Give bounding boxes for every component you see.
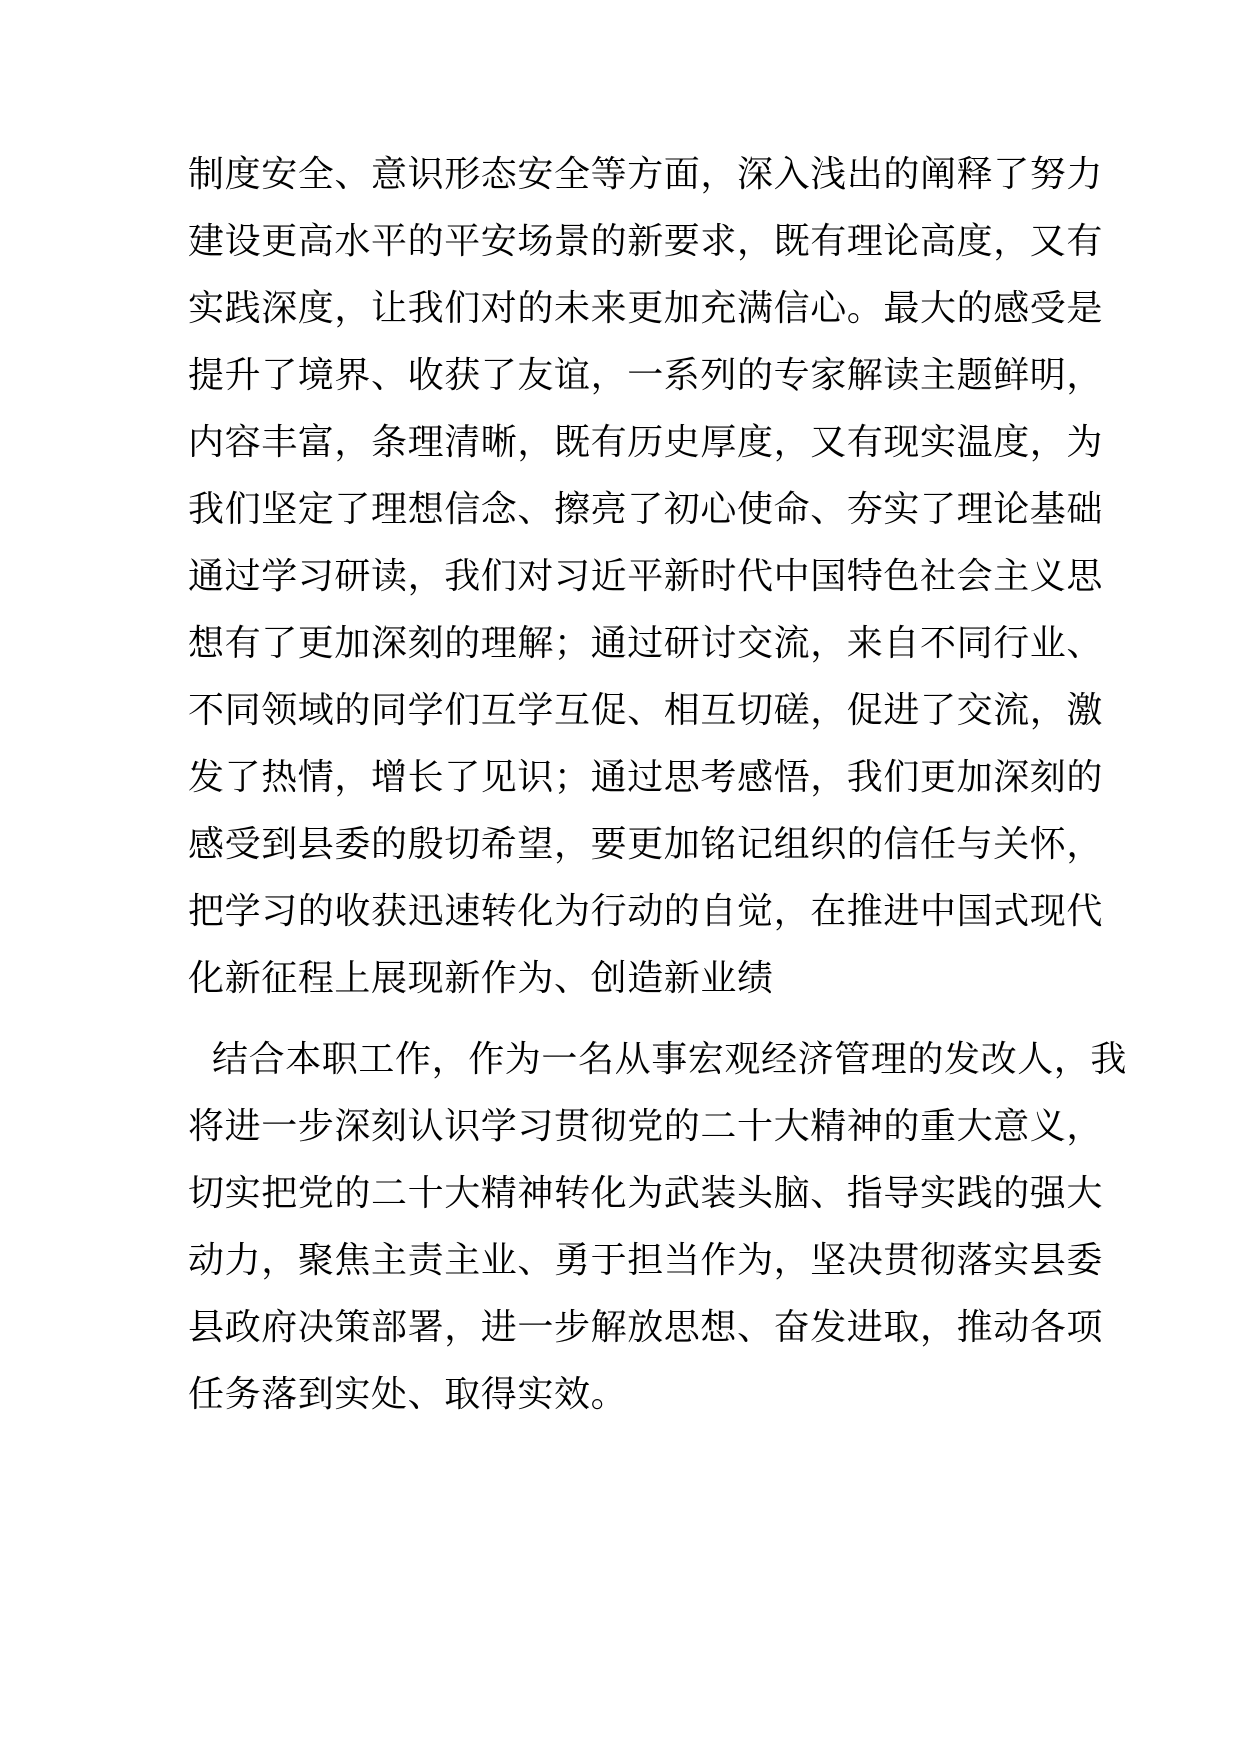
- text-line: 动力，聚焦主责主业、勇于担当作为，坚决贯彻落实县委: [188, 1240, 1104, 1281]
- text-line: 建设更高水平的平安场景的新要求，既有理论高度，又有: [188, 221, 1104, 262]
- text-line: 县政府决策部署，进一步解放思想、奋发进取，推动各项: [188, 1307, 1104, 1348]
- text-line: 想有了更加深刻的理解；通过研讨交流，来自不同行业、: [188, 623, 1104, 664]
- text-line: 实践深度，让我们对的未来更加充满信心。最大的感受是: [188, 288, 1104, 329]
- text-line: 切实把党的二十大精神转化为武装头脑、指导实践的强大: [188, 1173, 1104, 1214]
- text-line: 内容丰富，条理清晰，既有历史厚度，又有现实温度，为: [188, 422, 1104, 463]
- text-line: 任务落到实处、取得实效。: [188, 1374, 628, 1415]
- text-line: 感受到县委的殷切希望，要更加铭记组织的信任与关怀，: [188, 824, 1104, 865]
- text-line: 不同领域的同学们互学互促、相互切磋，促进了交流，激: [188, 690, 1104, 731]
- text-line: 发了热情，增长了见识；通过思考感悟，我们更加深刻的: [188, 757, 1104, 798]
- text-line: 将进一步深刻认识学习贯彻党的二十大精神的重大意义，: [188, 1106, 1104, 1147]
- text-line: 提升了境界、收获了友谊，一系列的专家解读主题鲜明，: [188, 355, 1104, 396]
- text-line: 通过学习研读，我们对习近平新时代中国特色社会主义思: [188, 556, 1104, 597]
- text-line: 我们坚定了理想信念、擦亮了初心使命、夯实了理论基础: [188, 489, 1104, 530]
- text-line: 制度安全、意识形态安全等方面，深入浅出的阐释了努力: [188, 154, 1104, 195]
- text-line: 把学习的收获迅速转化为行动的自觉，在推进中国式现代: [188, 891, 1104, 932]
- text-line: 结合本职工作，作为一名从事宏观经济管理的发改人，我: [212, 1039, 1128, 1080]
- text-line: 化新征程上展现新作为、创造新业绩: [188, 958, 774, 999]
